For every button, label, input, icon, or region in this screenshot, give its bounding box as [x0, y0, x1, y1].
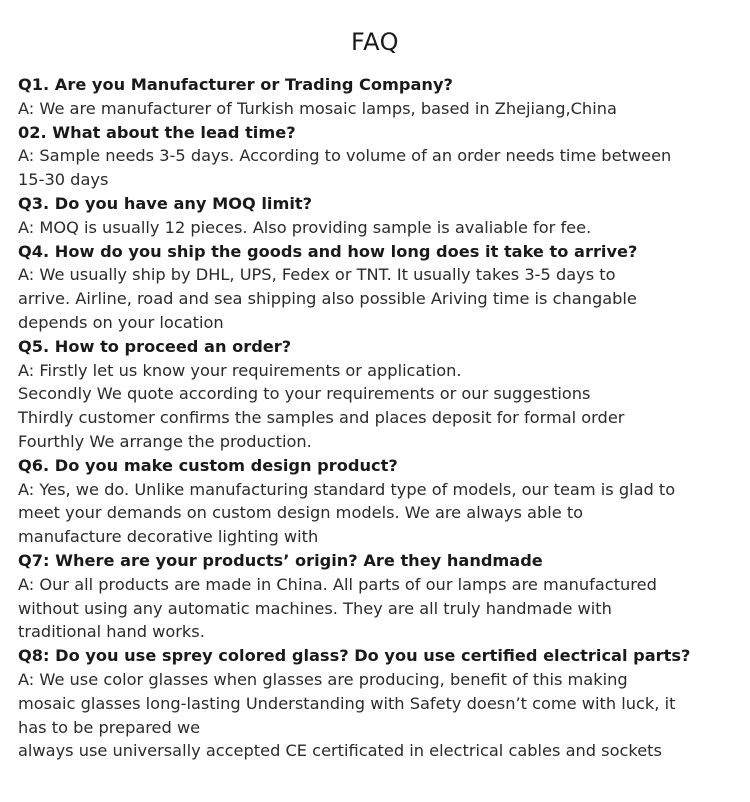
faq-question: Q7: Where are your products’ origin? Are they handmade [18, 550, 543, 570]
faq-answer-line: A: We usually ship by DHL, UPS, Fedex or TNT. It usually takes 3-5 days to [18, 265, 616, 285]
faq-answer-line: A: Sample needs 3-5 days. According to volume of an order needs time between [18, 146, 672, 166]
faq-answer-line: arrive. Airline, road and sea shipping also possible Ariving time is changable [18, 289, 637, 309]
faq-answer-line: A: We use color glasses when glasses are producing, benefit of this making [18, 669, 628, 689]
faq-list [18, 73, 744, 763]
faq-question: Q4. How do you ship the goods and how long does it take to arrive? [18, 241, 638, 261]
faq-answer-line: has to be prepared we [18, 717, 201, 737]
faq-question: Q1. Are you Manufacturer or Trading Company? [18, 75, 453, 94]
faq-question: Q3. Do you have any MOQ limit? [18, 193, 312, 213]
faq-question: Q5. How to proceed an order? [18, 336, 292, 356]
faq-answer-line: Fourthly We arrange the production. [18, 431, 312, 451]
faq-answer-line: depends on your location [18, 312, 224, 332]
faq-answer-line: manufacture decorative lighting with [18, 527, 319, 547]
faq-answer-line: meet your demands on custom design models. We are always able to [18, 503, 584, 523]
faq-answer-line: A: MOQ is usually 12 pieces. Also providing sample is avaliable for fee. [18, 217, 592, 237]
faq-question: Q8: Do you use sprey colored glass? Do you use certified electrical parts? [18, 646, 691, 666]
faq-answer-line: A: We are manufacturer of Turkish mosaic lamps, based in Zhejiang,China [18, 98, 617, 118]
faq-answer-line: 15-30 days [18, 170, 109, 190]
faq-answer-line: A: Firstly let us know your requirements or application. [18, 360, 462, 380]
faq-answer-line: mosaic glasses long-lasting Understanding with Safety doesn’t come with luck, it [18, 693, 676, 713]
faq-answer-line: A: Yes, we do. Unlike manufacturing standard type of models, our team is glad to [18, 479, 676, 499]
faq-answer-line: A: Our all products are made in China. All parts of our lamps are manufactured [18, 574, 657, 594]
page-title: FAQ [351, 28, 399, 56]
faq-question: 02. What about the lead time? [18, 122, 296, 142]
faq-answer-line: Thirdly customer confirms the samples and places deposit for formal order [18, 408, 625, 428]
faq-question: Q6. Do you make custom design product? [18, 455, 398, 475]
faq-answer-line: without using any automatic machines. They are all truly handmade with [18, 598, 612, 618]
faq-answer-line: traditional hand works. [18, 622, 205, 642]
faq-answer-line: Secondly We quote according to your requirements or our suggestions [18, 384, 591, 404]
faq-answer-line: always use universally accepted CE certificated in electrical cables and sockets [18, 741, 662, 761]
